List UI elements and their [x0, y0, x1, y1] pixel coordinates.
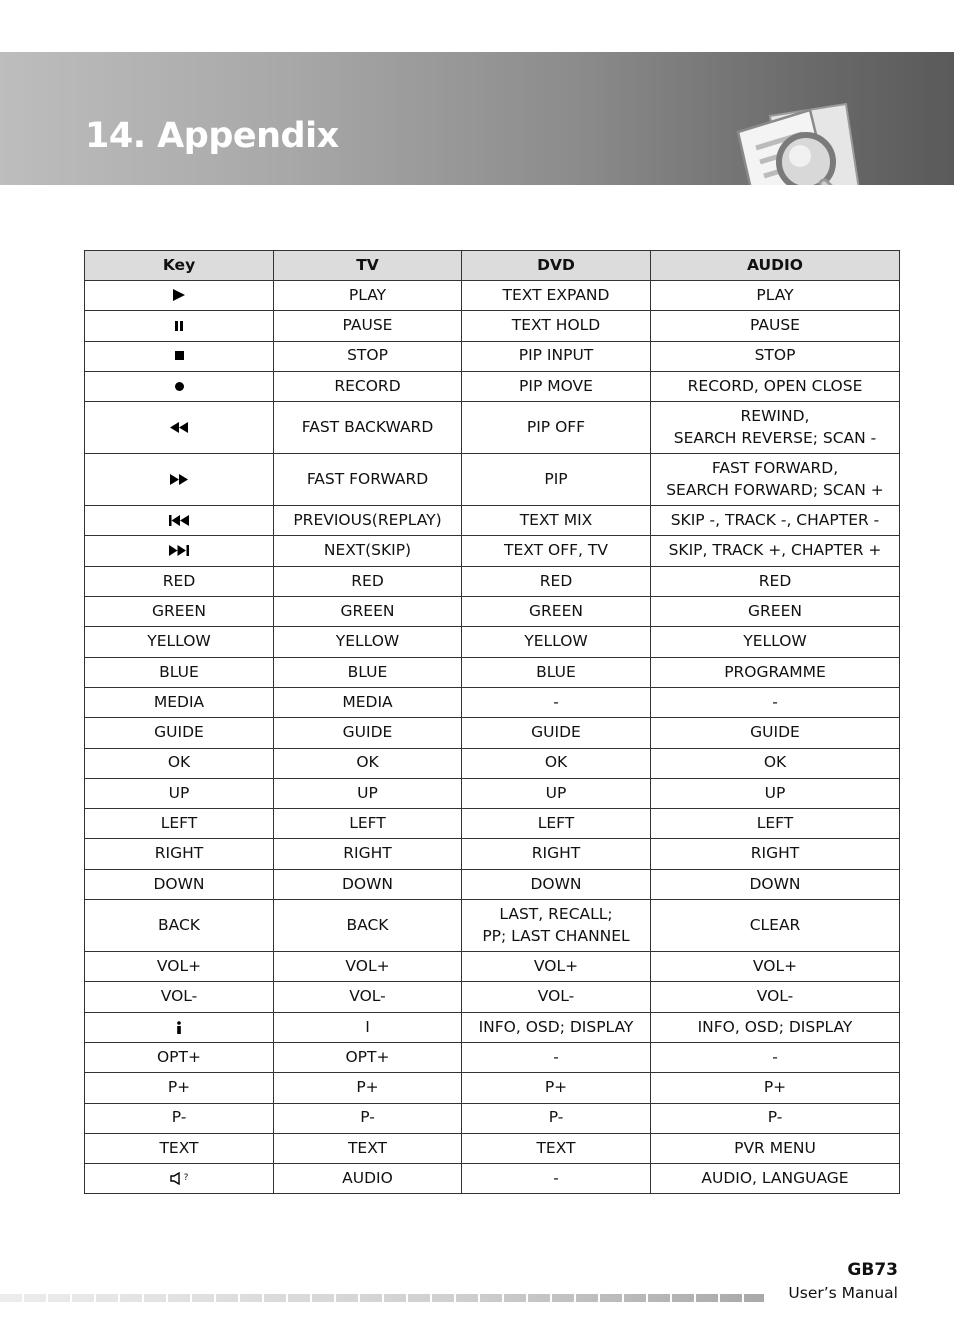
cell-audio: INFO, OSD; DISPLAY [651, 1012, 900, 1042]
cell-tv: PAUSE [274, 311, 462, 341]
table-row [85, 1133, 900, 1163]
cell-key [85, 371, 274, 401]
table-row [85, 454, 900, 506]
cell-key: P- [85, 1103, 274, 1133]
cell-key: OPT+ [85, 1042, 274, 1072]
table-row [85, 402, 900, 454]
table-row [85, 371, 900, 401]
cell-tv: P- [274, 1103, 462, 1133]
table-row [85, 839, 900, 869]
stop-icon [174, 346, 185, 364]
cell-dvd: PIP INPUT [462, 341, 651, 371]
info-icon [176, 1018, 182, 1036]
cell-dvd: UP [462, 778, 651, 808]
cell-dvd: OK [462, 748, 651, 778]
cell-audio: VOL- [651, 982, 900, 1012]
table-row [85, 1164, 900, 1194]
cell-dvd: TEXT EXPAND [462, 281, 651, 311]
record-icon [174, 377, 185, 395]
table-row [85, 536, 900, 566]
cell-tv: RED [274, 566, 462, 596]
column-header-key: Key [85, 251, 274, 281]
cell-audio: PAUSE [651, 311, 900, 341]
cell-key [85, 1164, 274, 1194]
cell-key: RIGHT [85, 839, 274, 869]
table-header-row [85, 251, 900, 281]
cell-audio: P+ [651, 1073, 900, 1103]
cell-key [85, 1012, 274, 1042]
play-icon [172, 286, 186, 304]
cell-dvd: PIP OFF [462, 402, 651, 454]
cell-key [85, 536, 274, 566]
cell-key: VOL+ [85, 952, 274, 982]
cell-key: DOWN [85, 869, 274, 899]
cell-audio: YELLOW [651, 627, 900, 657]
cell-tv: PREVIOUS(REPLAY) [274, 506, 462, 536]
cell-audio: FAST FORWARD, SEARCH FORWARD; SCAN + [651, 454, 900, 506]
cell-key: GREEN [85, 597, 274, 627]
cell-audio: RIGHT [651, 839, 900, 869]
footer-model: GB73 [847, 1260, 898, 1280]
cell-audio: LEFT [651, 809, 900, 839]
cell-audio: SKIP, TRACK +, CHAPTER + [651, 536, 900, 566]
cell-key: LEFT [85, 809, 274, 839]
table-row [85, 341, 900, 371]
cell-audio: RECORD, OPEN CLOSE [651, 371, 900, 401]
cell-dvd: RIGHT [462, 839, 651, 869]
table-row [85, 627, 900, 657]
cell-dvd: TEXT OFF, TV [462, 536, 651, 566]
table-row [85, 311, 900, 341]
table-row [85, 1042, 900, 1072]
cell-dvd: PIP MOVE [462, 371, 651, 401]
cell-audio: DOWN [651, 869, 900, 899]
pause-icon [173, 316, 185, 334]
cell-key: BLUE [85, 657, 274, 687]
cell-tv: FAST BACKWARD [274, 402, 462, 454]
table-row [85, 952, 900, 982]
table-row [85, 566, 900, 596]
cell-key: BACK [85, 900, 274, 952]
cell-key: VOL- [85, 982, 274, 1012]
rewind-icon [170, 418, 188, 436]
cell-audio: AUDIO, LANGUAGE [651, 1164, 900, 1194]
cell-audio: STOP [651, 341, 900, 371]
cell-dvd: TEXT [462, 1133, 651, 1163]
cell-tv: BACK [274, 900, 462, 952]
cell-dvd: INFO, OSD; DISPLAY [462, 1012, 651, 1042]
cell-tv: P+ [274, 1073, 462, 1103]
cell-tv: OPT+ [274, 1042, 462, 1072]
cell-audio: GUIDE [651, 718, 900, 748]
table-row [85, 657, 900, 687]
cell-key: OK [85, 748, 274, 778]
column-header-audio: AUDIO [651, 251, 900, 281]
cell-key: RED [85, 566, 274, 596]
cell-audio: PVR MENU [651, 1133, 900, 1163]
cell-tv: TEXT [274, 1133, 462, 1163]
table-row [85, 900, 900, 952]
table-row [85, 1012, 900, 1042]
document-magnifier-icon [728, 96, 878, 185]
cell-key: MEDIA [85, 687, 274, 717]
cell-audio: - [651, 1042, 900, 1072]
table-row [85, 982, 900, 1012]
cell-dvd: TEXT HOLD [462, 311, 651, 341]
cell-dvd: GUIDE [462, 718, 651, 748]
cell-audio: P- [651, 1103, 900, 1133]
cell-key [85, 311, 274, 341]
cell-dvd: P- [462, 1103, 651, 1133]
cell-dvd: BLUE [462, 657, 651, 687]
table-row [85, 687, 900, 717]
footer-subtitle: User’s Manual [788, 1284, 898, 1302]
cell-audio: OK [651, 748, 900, 778]
cell-dvd: PIP [462, 454, 651, 506]
cell-tv: I [274, 1012, 462, 1042]
cell-audio: REWIND, SEARCH REVERSE; SCAN - [651, 402, 900, 454]
cell-key [85, 454, 274, 506]
cell-tv: LEFT [274, 809, 462, 839]
cell-key: P+ [85, 1073, 274, 1103]
cell-tv: VOL- [274, 982, 462, 1012]
cell-tv: BLUE [274, 657, 462, 687]
cell-tv: GUIDE [274, 718, 462, 748]
table-row [85, 748, 900, 778]
cell-dvd: P+ [462, 1073, 651, 1103]
footer-divider-bar [0, 1294, 764, 1302]
cell-dvd: LEFT [462, 809, 651, 839]
audio-language-icon: ? [170, 1169, 189, 1187]
remote-key-mapping-table [84, 250, 900, 1194]
cell-tv: DOWN [274, 869, 462, 899]
cell-key: GUIDE [85, 718, 274, 748]
table-row [85, 718, 900, 748]
cell-key: UP [85, 778, 274, 808]
cell-audio: GREEN [651, 597, 900, 627]
cell-tv: YELLOW [274, 627, 462, 657]
cell-audio: UP [651, 778, 900, 808]
table-row [85, 869, 900, 899]
page-title: 14. Appendix [85, 116, 339, 156]
cell-key: YELLOW [85, 627, 274, 657]
cell-audio: SKIP -, TRACK -, CHAPTER - [651, 506, 900, 536]
cell-key [85, 402, 274, 454]
cell-key: TEXT [85, 1133, 274, 1163]
table-row [85, 1073, 900, 1103]
cell-tv: RECORD [274, 371, 462, 401]
table-row [85, 1103, 900, 1133]
column-header-tv: TV [274, 251, 462, 281]
cell-tv: GREEN [274, 597, 462, 627]
cell-tv: NEXT(SKIP) [274, 536, 462, 566]
cell-audio: VOL+ [651, 952, 900, 982]
cell-key [85, 341, 274, 371]
cell-dvd: YELLOW [462, 627, 651, 657]
cell-dvd: GREEN [462, 597, 651, 627]
cell-audio: PLAY [651, 281, 900, 311]
cell-audio: CLEAR [651, 900, 900, 952]
cell-tv: OK [274, 748, 462, 778]
cell-dvd: - [462, 1042, 651, 1072]
skip-next-icon [169, 541, 189, 559]
table-row [85, 506, 900, 536]
cell-audio: RED [651, 566, 900, 596]
cell-tv: MEDIA [274, 687, 462, 717]
cell-audio: - [651, 687, 900, 717]
cell-tv: RIGHT [274, 839, 462, 869]
cell-audio: PROGRAMME [651, 657, 900, 687]
cell-dvd: VOL- [462, 982, 651, 1012]
fast-forward-icon [170, 470, 188, 488]
cell-tv: UP [274, 778, 462, 808]
cell-tv: VOL+ [274, 952, 462, 982]
cell-dvd: VOL+ [462, 952, 651, 982]
table-row [85, 809, 900, 839]
skip-previous-icon [169, 511, 189, 529]
cell-key [85, 281, 274, 311]
table-row [85, 778, 900, 808]
cell-dvd: RED [462, 566, 651, 596]
column-header-dvd: DVD [462, 251, 651, 281]
cell-tv: AUDIO [274, 1164, 462, 1194]
cell-dvd: LAST, RECALL; PP; LAST CHANNEL [462, 900, 651, 952]
cell-tv: FAST FORWARD [274, 454, 462, 506]
cell-dvd: DOWN [462, 869, 651, 899]
cell-dvd: - [462, 687, 651, 717]
table-row [85, 597, 900, 627]
table-row [85, 281, 900, 311]
cell-key [85, 506, 274, 536]
cell-tv: PLAY [274, 281, 462, 311]
cell-tv: STOP [274, 341, 462, 371]
cell-dvd: TEXT MIX [462, 506, 651, 536]
page-banner [0, 52, 954, 185]
cell-dvd: - [462, 1164, 651, 1194]
